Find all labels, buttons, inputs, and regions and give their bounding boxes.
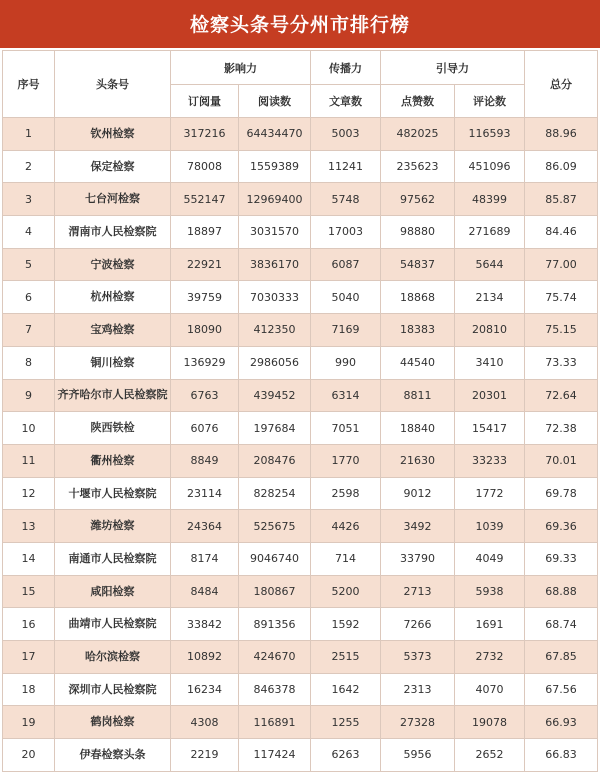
cell-likes: 7266	[381, 608, 455, 641]
cell-articles: 1592	[311, 608, 381, 641]
table-row	[3, 118, 598, 151]
cell-likes: 5956	[381, 739, 455, 772]
cell-subscribers: 39759	[171, 281, 239, 314]
cell-likes: 97562	[381, 183, 455, 216]
cell-comments: 1039	[455, 510, 525, 543]
cell-likes: 54837	[381, 248, 455, 281]
cell-rank: 2	[3, 150, 55, 183]
table-row	[3, 379, 598, 412]
cell-comments: 3410	[455, 346, 525, 379]
cell-articles: 4426	[311, 510, 381, 543]
cell-likes: 2313	[381, 673, 455, 706]
cell-reads: 439452	[239, 379, 311, 412]
cell-total: 68.74	[525, 608, 598, 641]
cell-comments: 4070	[455, 673, 525, 706]
cell-reads: 891356	[239, 608, 311, 641]
group-header-influence: 影响力	[171, 51, 311, 85]
cell-likes: 18868	[381, 281, 455, 314]
cell-reads: 9046740	[239, 542, 311, 575]
cell-reads: 64434470	[239, 118, 311, 151]
cell-comments: 5938	[455, 575, 525, 608]
cell-account-name: 十堰市人民检察院	[55, 477, 171, 510]
cell-subscribers: 18090	[171, 314, 239, 347]
cell-likes: 8811	[381, 379, 455, 412]
cell-total: 67.85	[525, 641, 598, 674]
cell-subscribers: 8484	[171, 575, 239, 608]
table-row	[3, 673, 598, 706]
cell-reads: 3031570	[239, 216, 311, 249]
cell-reads: 846378	[239, 673, 311, 706]
cell-comments: 20301	[455, 379, 525, 412]
cell-comments: 1772	[455, 477, 525, 510]
cell-total: 67.56	[525, 673, 598, 706]
cell-account-name: 陕西铁检	[55, 412, 171, 445]
cell-likes: 98880	[381, 216, 455, 249]
cell-comments: 1691	[455, 608, 525, 641]
cell-comments: 2134	[455, 281, 525, 314]
cell-rank: 12	[3, 477, 55, 510]
cell-total: 88.96	[525, 118, 598, 151]
cell-subscribers: 16234	[171, 673, 239, 706]
cell-rank: 7	[3, 314, 55, 347]
cell-rank: 8	[3, 346, 55, 379]
cell-likes: 3492	[381, 510, 455, 543]
cell-rank: 11	[3, 444, 55, 477]
cell-rank: 5	[3, 248, 55, 281]
cell-reads: 1559389	[239, 150, 311, 183]
cell-account-name: 曲靖市人民检察院	[55, 608, 171, 641]
cell-subscribers: 8174	[171, 542, 239, 575]
cell-account-name: 衢州检察	[55, 444, 171, 477]
cell-articles: 2515	[311, 641, 381, 674]
cell-account-name: 潍坊检察	[55, 510, 171, 543]
cell-total: 68.88	[525, 575, 598, 608]
cell-rank: 3	[3, 183, 55, 216]
cell-articles: 5200	[311, 575, 381, 608]
cell-comments: 116593	[455, 118, 525, 151]
cell-account-name: 哈尔滨检察	[55, 641, 171, 674]
cell-account-name: 南通市人民检察院	[55, 542, 171, 575]
cell-articles: 5748	[311, 183, 381, 216]
cell-total: 75.15	[525, 314, 598, 347]
cell-articles: 2598	[311, 477, 381, 510]
col-header-articles: 文章数	[311, 85, 381, 118]
cell-subscribers: 24364	[171, 510, 239, 543]
cell-account-name: 鹤岗检察	[55, 706, 171, 739]
cell-subscribers: 8849	[171, 444, 239, 477]
cell-account-name: 宝鸡检察	[55, 314, 171, 347]
table-row	[3, 542, 598, 575]
cell-total: 69.33	[525, 542, 598, 575]
cell-subscribers: 552147	[171, 183, 239, 216]
table-row	[3, 216, 598, 249]
cell-articles: 990	[311, 346, 381, 379]
cell-reads: 2986056	[239, 346, 311, 379]
col-header-total: 总分	[525, 51, 598, 118]
cell-likes: 2713	[381, 575, 455, 608]
cell-likes: 235623	[381, 150, 455, 183]
cell-articles: 6087	[311, 248, 381, 281]
col-header-comments: 评论数	[455, 85, 525, 118]
cell-articles: 6314	[311, 379, 381, 412]
cell-account-name: 铜川检察	[55, 346, 171, 379]
cell-subscribers: 78008	[171, 150, 239, 183]
cell-rank: 10	[3, 412, 55, 445]
cell-total: 77.00	[525, 248, 598, 281]
cell-subscribers: 136929	[171, 346, 239, 379]
cell-comments: 451096	[455, 150, 525, 183]
cell-total: 75.74	[525, 281, 598, 314]
table-header	[3, 51, 598, 118]
cell-reads: 180867	[239, 575, 311, 608]
cell-total: 72.38	[525, 412, 598, 445]
cell-likes: 9012	[381, 477, 455, 510]
cell-rank: 14	[3, 542, 55, 575]
cell-rank: 19	[3, 706, 55, 739]
table-row	[3, 706, 598, 739]
cell-articles: 5040	[311, 281, 381, 314]
cell-articles: 714	[311, 542, 381, 575]
cell-total: 69.78	[525, 477, 598, 510]
cell-total: 85.87	[525, 183, 598, 216]
cell-total: 66.93	[525, 706, 598, 739]
cell-total: 70.01	[525, 444, 598, 477]
cell-subscribers: 2219	[171, 739, 239, 772]
cell-total: 66.83	[525, 739, 598, 772]
table-row	[3, 346, 598, 379]
cell-likes: 33790	[381, 542, 455, 575]
cell-total: 86.09	[525, 150, 598, 183]
cell-comments: 4049	[455, 542, 525, 575]
table-row	[3, 477, 598, 510]
cell-articles: 1770	[311, 444, 381, 477]
cell-rank: 17	[3, 641, 55, 674]
cell-articles: 17003	[311, 216, 381, 249]
cell-reads: 525675	[239, 510, 311, 543]
table-body	[3, 118, 598, 772]
cell-likes: 44540	[381, 346, 455, 379]
cell-account-name: 深圳市人民检察院	[55, 673, 171, 706]
table-row	[3, 314, 598, 347]
cell-account-name: 七台河检察	[55, 183, 171, 216]
cell-subscribers: 6763	[171, 379, 239, 412]
cell-reads: 424670	[239, 641, 311, 674]
col-header-rank: 序号	[3, 51, 55, 118]
col-header-likes: 点赞数	[381, 85, 455, 118]
cell-account-name: 保定检察	[55, 150, 171, 183]
cell-reads: 208476	[239, 444, 311, 477]
cell-rank: 18	[3, 673, 55, 706]
cell-articles: 5003	[311, 118, 381, 151]
cell-rank: 13	[3, 510, 55, 543]
cell-account-name: 宁波检察	[55, 248, 171, 281]
cell-comments: 48399	[455, 183, 525, 216]
cell-total: 69.36	[525, 510, 598, 543]
table-row	[3, 281, 598, 314]
cell-reads: 116891	[239, 706, 311, 739]
table-row	[3, 150, 598, 183]
table-row	[3, 575, 598, 608]
ranking-table	[2, 50, 598, 772]
table-row	[3, 641, 598, 674]
cell-account-name: 咸阳检察	[55, 575, 171, 608]
cell-articles: 11241	[311, 150, 381, 183]
table-row	[3, 608, 598, 641]
cell-rank: 9	[3, 379, 55, 412]
cell-subscribers: 22921	[171, 248, 239, 281]
table-row	[3, 248, 598, 281]
cell-reads: 3836170	[239, 248, 311, 281]
cell-comments: 5644	[455, 248, 525, 281]
cell-articles: 7169	[311, 314, 381, 347]
cell-rank: 6	[3, 281, 55, 314]
group-header-spread: 传播力	[311, 51, 381, 85]
col-header-account: 头条号	[55, 51, 171, 118]
cell-articles: 1642	[311, 673, 381, 706]
cell-subscribers: 23114	[171, 477, 239, 510]
cell-subscribers: 10892	[171, 641, 239, 674]
cell-likes: 18840	[381, 412, 455, 445]
cell-rank: 4	[3, 216, 55, 249]
cell-subscribers: 33842	[171, 608, 239, 641]
table-row	[3, 183, 598, 216]
cell-subscribers: 4308	[171, 706, 239, 739]
cell-comments: 15417	[455, 412, 525, 445]
cell-likes: 21630	[381, 444, 455, 477]
cell-reads: 7030333	[239, 281, 311, 314]
cell-comments: 19078	[455, 706, 525, 739]
cell-rank: 16	[3, 608, 55, 641]
cell-reads: 828254	[239, 477, 311, 510]
col-header-subscribers: 订阅量	[171, 85, 239, 118]
cell-likes: 27328	[381, 706, 455, 739]
cell-rank: 1	[3, 118, 55, 151]
cell-likes: 18383	[381, 314, 455, 347]
cell-subscribers: 6076	[171, 412, 239, 445]
cell-comments: 2652	[455, 739, 525, 772]
cell-account-name: 杭州检察	[55, 281, 171, 314]
cell-account-name: 钦州检察	[55, 118, 171, 151]
cell-articles: 1255	[311, 706, 381, 739]
table-row	[3, 444, 598, 477]
page-title: 检察头条号分州市排行榜	[0, 0, 600, 48]
cell-reads: 12969400	[239, 183, 311, 216]
cell-account-name: 伊春检察头条	[55, 739, 171, 772]
cell-total: 73.33	[525, 346, 598, 379]
cell-reads: 197684	[239, 412, 311, 445]
cell-account-name: 齐齐哈尔市人民检察院	[55, 379, 171, 412]
table-row	[3, 739, 598, 772]
cell-reads: 412350	[239, 314, 311, 347]
cell-account-name: 渭南市人民检察院	[55, 216, 171, 249]
table-row	[3, 510, 598, 543]
cell-total: 84.46	[525, 216, 598, 249]
cell-reads: 117424	[239, 739, 311, 772]
cell-comments: 271689	[455, 216, 525, 249]
cell-likes: 5373	[381, 641, 455, 674]
cell-articles: 6263	[311, 739, 381, 772]
cell-subscribers: 18897	[171, 216, 239, 249]
cell-comments: 33233	[455, 444, 525, 477]
cell-subscribers: 317216	[171, 118, 239, 151]
cell-articles: 7051	[311, 412, 381, 445]
cell-total: 72.64	[525, 379, 598, 412]
group-header-guidance: 引导力	[381, 51, 525, 85]
cell-comments: 20810	[455, 314, 525, 347]
table-row	[3, 412, 598, 445]
cell-comments: 2732	[455, 641, 525, 674]
cell-likes: 482025	[381, 118, 455, 151]
col-header-reads: 阅读数	[239, 85, 311, 118]
cell-rank: 20	[3, 739, 55, 772]
cell-rank: 15	[3, 575, 55, 608]
